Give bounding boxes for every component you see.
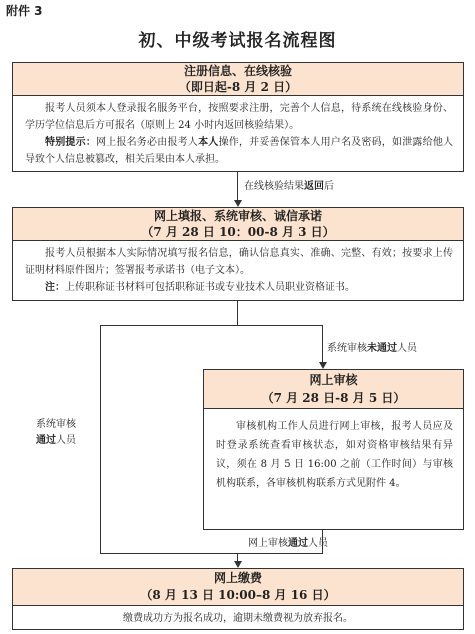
- branch-stem: [237, 301, 238, 325]
- step-register-body: [13, 96, 463, 170]
- step-payment-date: （8 月 13 日 10:00–8 月 16 日）: [140, 588, 336, 602]
- branch-pass-label: [36, 417, 96, 449]
- branch-fail-b: 未通过: [367, 343, 397, 354]
- merge-label-a: 网上审核: [248, 538, 288, 549]
- branch-fail-label: [327, 341, 417, 357]
- note-text-a: 网上报名务必由报考人: [96, 137, 199, 148]
- merge-label: [248, 536, 328, 552]
- merge-horizontal: [100, 553, 323, 554]
- branch-pass-b: 通过: [36, 435, 56, 446]
- attachment-label: 附件 3: [6, 4, 43, 18]
- note-label-2: 注：: [45, 282, 65, 293]
- step-payment-body: [13, 606, 463, 631]
- note-text-c: 操作，并妥善保管本人用户名及密码，如泄露给他人导致个人信息被篡改，相关后果由本人承担。: [25, 137, 454, 165]
- branch-horizontal: [100, 325, 323, 326]
- branch-pass-a: 系统审核: [36, 419, 76, 430]
- step-fill-in-desc: 报考人员根据本人实际情况填写报名信息，确认信息真实、准确、完整、有效；按要求上传证明材料原件图片；签署报考承诺书（电子文本）。: [25, 248, 453, 276]
- connector-1-label: [244, 179, 334, 195]
- arrowhead-merge: [234, 561, 242, 568]
- step-register-date: （即日起-8 月 2 日）: [178, 80, 298, 94]
- page-title: 初、中级考试报名流程图: [138, 31, 337, 51]
- step-register-note: [25, 134, 453, 168]
- step-fill-in-date: （7 月 28 日 10：00-8 月 3 日）: [141, 225, 335, 239]
- step-review-desc: 审核机构工作人员进行网上审核，报考人员应及时登录系统查看审核状态，如对资格审核结果有异议，须在 8 月 5 日 16:00 之前（工作时间）与审核机构联系，各审核机构联系方式见附件 4。: [216, 421, 453, 489]
- branch-pass-line2: [36, 433, 96, 449]
- step-review: [203, 369, 464, 530]
- connector-1-label-b: 返回: [304, 181, 324, 192]
- step-review-date: （7 月 28 日-8 月 5 日）: [261, 391, 406, 405]
- connector-1: [237, 172, 238, 201]
- step-payment-desc: 缴费成功方为报名成功，逾期未缴费视为放弃报名。: [123, 613, 353, 624]
- merge-label-b: 通过: [288, 538, 308, 549]
- step-payment-title: 网上缴费: [213, 571, 262, 585]
- step-payment: [12, 568, 464, 630]
- branch-fail-a: 系统审核: [327, 343, 367, 354]
- step-review-title: 网上审核: [309, 373, 358, 387]
- step-register: [12, 62, 464, 172]
- connector-1-label-c: 后: [324, 181, 334, 192]
- note-label: 特别提示：: [45, 137, 97, 148]
- step-fill-in-header: [13, 208, 463, 241]
- step-register-desc: 报考人员须本人登录报名服务平台，按照要求注册，完善个人信息，待系统在线核验身份、学历学位信息后方可报名（原则上 24 小时内返回核验结果）。: [25, 103, 453, 131]
- step-payment-header: [13, 569, 463, 606]
- step-fill-in: [12, 207, 464, 301]
- note-text-emph: 本人: [198, 137, 219, 148]
- merge-label-c: 人员: [308, 538, 328, 549]
- arrowhead-1: [234, 200, 242, 207]
- step-register-title: 注册信息、在线核验: [183, 64, 292, 78]
- step-fill-in-title: 网上填报、系统审核、诚信承诺: [153, 209, 322, 223]
- branch-pass-c: 人员: [56, 435, 76, 446]
- step-review-body: [204, 409, 463, 495]
- connector-1-label-a: 在线核验结果: [244, 181, 304, 192]
- step-fill-in-note: [25, 279, 453, 296]
- branch-fail-c: 人员: [397, 343, 417, 354]
- branch-right-down: [322, 325, 323, 363]
- step-fill-in-body: [13, 241, 463, 298]
- note-text-2: 上传职称证书材料可包括职称证书或专业技术人员职业资格证书。: [65, 282, 355, 293]
- branch-left-down: [100, 325, 101, 553]
- step-review-header: [204, 370, 463, 409]
- step-register-header: [13, 63, 463, 96]
- arrowhead-branch-right: [319, 362, 327, 369]
